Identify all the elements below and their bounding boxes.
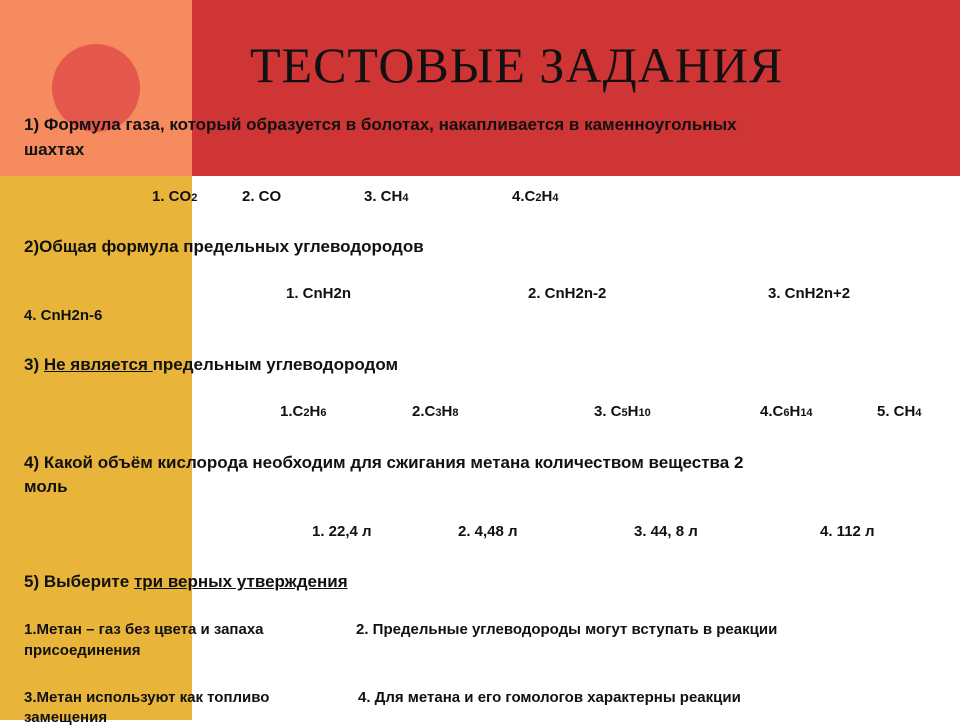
q4-option-4: 4. 112 л	[820, 523, 875, 540]
q1-text-line2: шахтах	[24, 140, 85, 159]
q1-option-3: 3. CH4	[364, 188, 409, 205]
q4-text-line2: моль	[24, 477, 68, 496]
q1-option-4: 4.C2H4	[512, 188, 559, 205]
q1-text-line1: 1) Формула газа, который образуется в болотах, накапливается в каменноугольных	[24, 115, 737, 134]
q2-option-1: 1. CnH2n	[286, 285, 352, 302]
q5-statement-1: 1.Метан – газ без цвета и запаха	[24, 621, 264, 638]
q2-text: 2)Общая формула предельных углеводородов	[24, 237, 424, 256]
slide-title: ТЕСТОВЫЕ ЗАДАНИЯ	[250, 37, 784, 93]
q3-option-2: 2.C3H8	[412, 403, 459, 420]
q4-text-line1: 4) Какой объём кислорода необходим для сжигания метана количеством вещества 2	[24, 453, 744, 472]
q4-option-1: 1. 22,4 л	[312, 523, 372, 540]
q1-option-2: 2. CO	[242, 188, 282, 205]
q4-option-2: 2. 4,48 л	[458, 523, 518, 540]
q5-statement-3: 3.Метан используют как топливо	[24, 689, 270, 706]
q5-statement-2-line2: присоединения	[24, 642, 141, 659]
q3-option-1: 1.C2H6	[280, 403, 327, 420]
q4-option-3: 3. 44, 8 л	[634, 523, 698, 540]
q5-statement-4: 4. Для метана и его гомологов характерны реакции	[358, 689, 741, 706]
q5-text: 5) Выберите три верных утверждения	[24, 572, 348, 591]
q5-statement-2-line1: 2. Предельные углеводороды могут вступать в реакции	[356, 621, 778, 638]
q2-option-4: 4. CnH2n-6	[24, 307, 103, 324]
q2-option-2: 2. CnH2n-2	[528, 285, 607, 302]
q2-option-3: 3. CnH2n+2	[768, 285, 851, 302]
q3-text: 3) Не является предельным углеводородом	[24, 355, 399, 374]
q5-statement-4-line2: замещения	[24, 709, 108, 726]
q1-option-1: 1. CO2	[152, 188, 198, 205]
q3-option-5: 5. CH4	[877, 403, 922, 420]
q3-option-3: 3. C5H10	[594, 403, 651, 420]
q3-option-4: 4.C6H14	[760, 403, 813, 420]
q5-underlined-phrase: три верных утверждения	[133, 572, 348, 591]
q3-underlined-phrase: Не является	[43, 355, 153, 374]
